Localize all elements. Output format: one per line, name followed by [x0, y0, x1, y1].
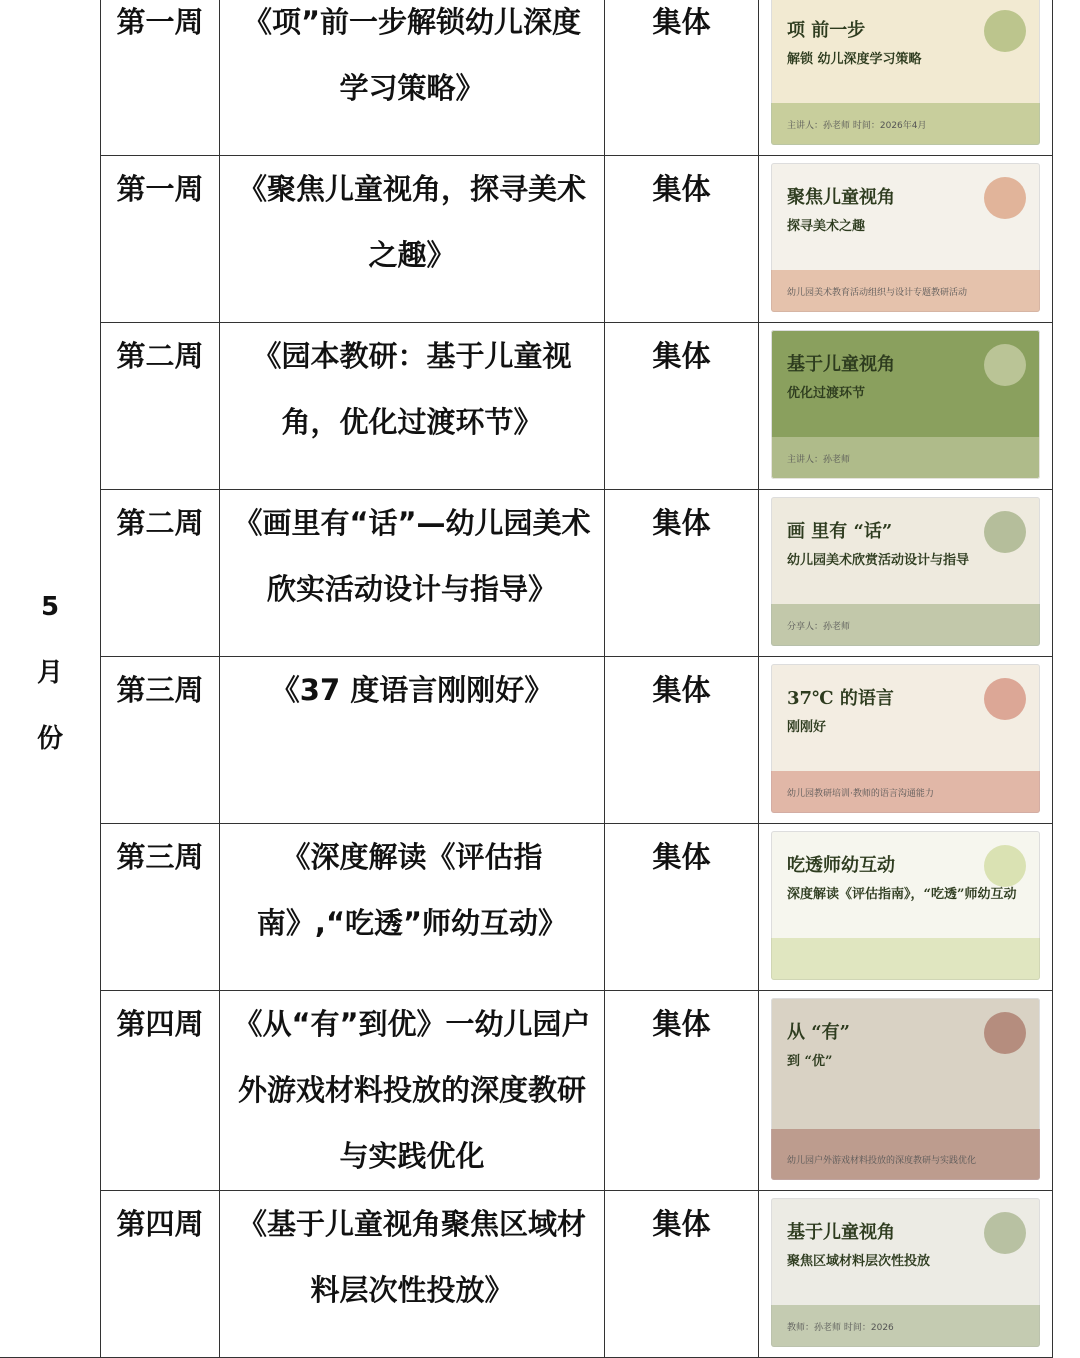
poster-decoration	[984, 344, 1026, 386]
poster-decoration	[984, 177, 1026, 219]
poster-thumbnail	[771, 330, 1040, 479]
poster-thumbnail	[771, 831, 1040, 980]
poster-title: 从 “有”	[787, 1022, 850, 1043]
mode-cell	[605, 490, 759, 657]
poster-cell	[759, 0, 1053, 156]
poster-decoration	[984, 511, 1026, 553]
month-char: 月	[36, 658, 63, 688]
week-text: 第三周	[116, 673, 204, 707]
week-cell	[101, 1191, 220, 1358]
poster-title: 项 前一步	[787, 20, 866, 41]
poster-decoration	[984, 678, 1026, 720]
mode-text: 集体	[652, 5, 711, 39]
month-char: 份	[36, 724, 63, 754]
week-text: 第一周	[116, 5, 204, 39]
poster-subtitle: 优化过渡环节	[787, 386, 866, 401]
poster-thumbnail	[771, 163, 1040, 312]
mode-text: 集体	[652, 506, 711, 540]
poster-decoration	[984, 1012, 1026, 1054]
mode-cell	[605, 156, 759, 323]
topic-text: 《画里有“话”—幼儿园美术欣实活动设计与指导》	[233, 506, 591, 606]
poster-thumbnail	[771, 1198, 1040, 1347]
mode-cell	[605, 1191, 759, 1358]
poster-cell	[759, 824, 1053, 991]
poster-title: 吃透师幼互动	[787, 855, 895, 876]
poster-caption: 幼儿园户外游戏材料投放的深度教研与实践优化	[787, 1156, 977, 1166]
poster-cell	[759, 991, 1053, 1191]
topic-text: 《项”前一步解锁幼儿深度学习策略》	[242, 5, 582, 105]
poster-thumbnail	[771, 664, 1040, 813]
poster-cell	[759, 657, 1053, 824]
mode-cell	[605, 824, 759, 991]
week-cell	[101, 824, 220, 991]
mode-text: 集体	[652, 673, 711, 707]
topic-cell	[220, 490, 605, 657]
week-text: 第四周	[116, 1007, 204, 1041]
month-char: 5	[40, 592, 60, 622]
table-row	[0, 490, 1053, 657]
week-text: 第二周	[116, 506, 204, 540]
mode-cell	[605, 991, 759, 1191]
topic-cell	[220, 824, 605, 991]
topic-text: 《从“有”到优》一幼儿园户外游戏材料投放的深度教研与实践优化	[233, 1007, 591, 1173]
poster-subtitle: 刚刚好	[787, 720, 827, 735]
poster-cell	[759, 490, 1053, 657]
poster-title: 聚焦儿童视角	[787, 187, 895, 208]
topic-cell	[220, 991, 605, 1191]
topic-text: 《深度解读《评估指南》,“吃透”师幼互动》	[256, 840, 568, 940]
table-row	[0, 323, 1053, 490]
mode-text: 集体	[652, 339, 711, 373]
week-cell	[101, 0, 220, 156]
poster-subtitle: 聚焦区域材料层次性投放	[787, 1254, 931, 1269]
poster-title: 基于儿童视角	[787, 1222, 895, 1243]
week-text: 第三周	[116, 840, 204, 874]
mode-cell	[605, 323, 759, 490]
table-row	[0, 0, 1053, 156]
topic-text: 《园本教研：基于儿童视角，优化过渡环节》	[252, 339, 572, 439]
table-row	[0, 657, 1053, 824]
poster-title: 37℃ 的语言	[787, 688, 894, 709]
week-text: 第二周	[116, 339, 204, 373]
poster-decoration	[984, 845, 1026, 887]
topic-text: 《37 度语言刚刚好》	[270, 673, 554, 707]
mode-text: 集体	[652, 172, 711, 206]
poster-thumbnail	[771, 497, 1040, 646]
poster-cell	[759, 156, 1053, 323]
poster-thumbnail	[771, 0, 1040, 145]
poster-caption: 主讲人：孙老师	[787, 455, 851, 465]
table-row	[0, 1191, 1053, 1358]
mode-text: 集体	[652, 840, 711, 874]
poster-title: 画 里有 “话”	[787, 521, 893, 542]
week-cell	[101, 657, 220, 824]
week-cell	[101, 490, 220, 657]
poster-cell	[759, 1191, 1053, 1358]
topic-text: 《基于儿童视角聚焦区域材料层次性投放》	[237, 1207, 586, 1307]
poster-thumbnail	[771, 998, 1040, 1180]
mode-text: 集体	[652, 1007, 711, 1041]
poster-subtitle: 深度解读《评估指南》，“吃透”师幼互动	[787, 887, 1017, 902]
week-cell	[101, 323, 220, 490]
topic-cell	[220, 323, 605, 490]
week-text: 第一周	[116, 172, 204, 206]
table-row	[0, 991, 1053, 1191]
poster-decoration	[771, 938, 1040, 980]
topic-cell	[220, 0, 605, 156]
poster-title: 基于儿童视角	[787, 354, 895, 375]
month-cell	[0, 0, 101, 1358]
poster-subtitle: 探寻美术之趣	[787, 219, 866, 234]
table-row	[0, 824, 1053, 991]
mode-cell	[605, 0, 759, 156]
poster-subtitle: 到 “优”	[787, 1054, 833, 1069]
poster-decoration	[984, 1212, 1026, 1254]
topic-text: 《聚焦儿童视角，探寻美术之趣》	[237, 172, 586, 272]
topic-cell	[220, 657, 605, 824]
topic-cell	[220, 1191, 605, 1358]
month-label	[0, 574, 100, 772]
mode-text: 集体	[652, 1207, 711, 1241]
poster-caption: 幼儿园美术教育活动组织与设计专题教研活动	[787, 288, 968, 298]
topic-cell	[220, 156, 605, 323]
poster-cell	[759, 323, 1053, 490]
poster-caption: 分享人：孙老师	[787, 622, 851, 632]
table-row	[0, 156, 1053, 323]
week-cell	[101, 156, 220, 323]
week-text: 第四周	[116, 1207, 204, 1241]
week-cell	[101, 991, 220, 1191]
poster-decoration	[984, 10, 1026, 52]
poster-subtitle: 解锁 幼儿深度学习策略	[787, 52, 922, 67]
poster-caption: 幼儿园教研培训·教师的语言沟通能力	[787, 789, 934, 799]
mode-cell	[605, 657, 759, 824]
poster-caption: 教师：孙老师 时间：2026	[787, 1323, 894, 1333]
poster-subtitle: 幼儿园美术欣赏活动设计与指导	[787, 553, 970, 568]
poster-caption: 主讲人：孙老师 时间：2026年4月	[787, 121, 927, 131]
